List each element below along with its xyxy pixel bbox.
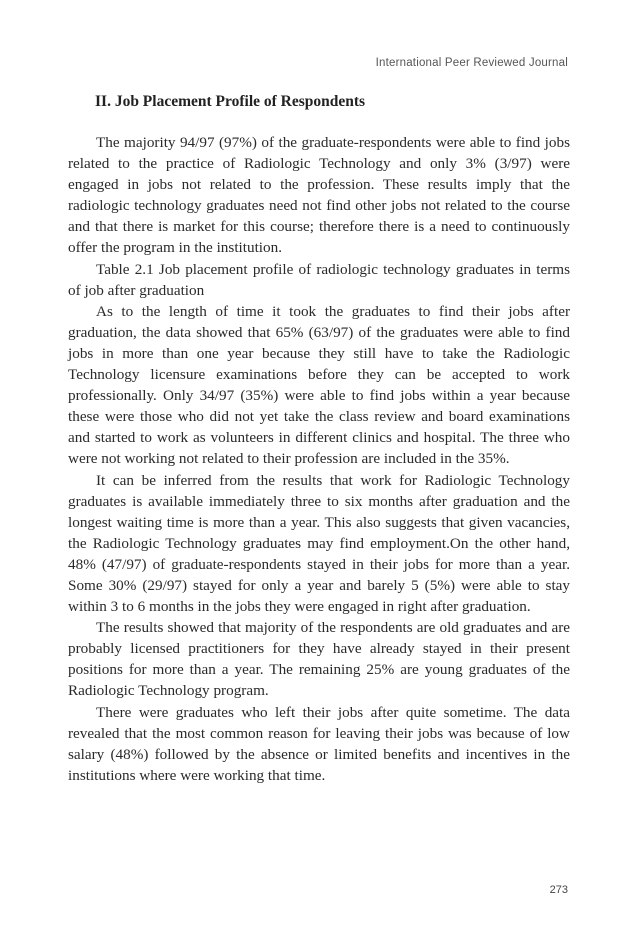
paragraph-3: As to the length of time it took the graduates to find their jobs after graduation, the data showed that 65% (63/97) of the graduates were able to find jobs in more than one year because they still have to take the Radiologic Technology licensure examinations before they can be accepted to work professionally. Only 34/97 (35%) were able to find jobs within a year because these were those who did not yet take the class review and board examinations and started to work as volunteers in different clinics and hospital. The three who were not working not related to their profession are included in the 35%.: [68, 302, 570, 468]
paragraph-6: There were graduates who left their jobs after quite sometime. The data revealed that the most common reason for leaving their jobs was because of low salary (48%) followed by the absence or limited benefits and incentives in the institutions where were working that time.: [68, 703, 570, 784]
page-number: 273: [549, 884, 568, 896]
paragraph-5: The results showed that majority of the respondents are old graduates and are probably licensed practitioners for they have already stayed in their present positions for more than a year. The remaining 25% are young graduates of the Radiologic Technology program.: [68, 619, 570, 700]
section-heading: II. Job Placement Profile of Respondents: [95, 93, 366, 110]
body-text: [68, 132, 570, 786]
paragraph-4: It can be inferred from the results that work for Radiologic Technology graduates is available immediately three to six months after graduation and the longest waiting time is more than a year. This also suggests that given vacancies, the Radiologic Technology graduates may find employment.On the other hand, 48% (47/97) of graduate-respondents stayed in their jobs for more than a year. Some 30% (29/97) stayed for only a year and barely 5 (5%) were able to stay within 3 to 6 months in the jobs they were engaged in right after graduation.: [68, 471, 570, 616]
running-header: International Peer Reviewed Journal: [375, 57, 568, 69]
paragraph-1: The majority 94/97 (97%) of the graduate-respondents were able to find jobs related to the practice of Radiologic Technology and only 3% (3/97) were engaged in jobs not related to the profession. These results imply that the radiologic technology graduates need not find other jobs not related to the course and that there is market for this course; therefore there is a need to continuously offer the program in the institution.: [68, 134, 570, 257]
table-caption-paragraph: Table 2.1 Job placement profile of radiologic technology graduates in terms of job after graduation: [68, 260, 570, 299]
